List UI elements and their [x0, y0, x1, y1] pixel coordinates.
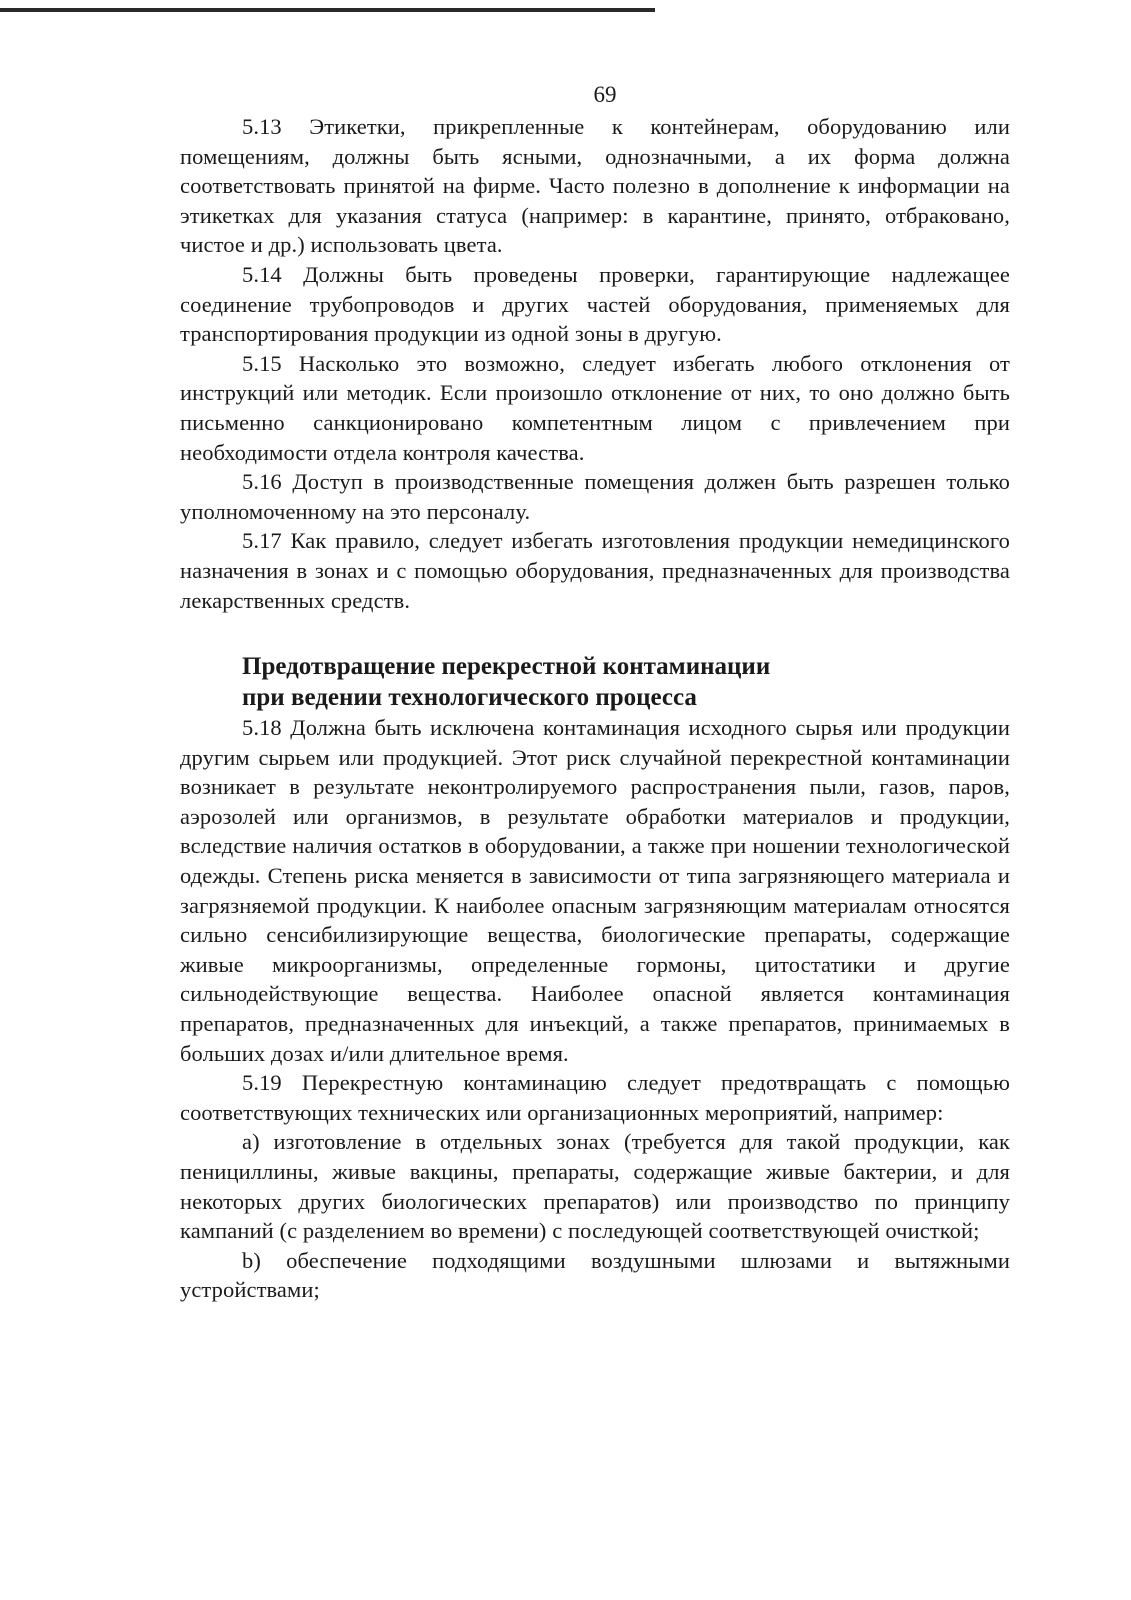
list-item-a: a) изготовление в отдельных зонах (требуется для такой продукции, как пенициллины, живые вакцины, препараты, содержащие живые бактерии, и для некоторых других биологических препаратов) или производство по принципу кампаний (с разделением во времени) с последующей соответствующей очисткой;: [180, 1129, 1010, 1244]
top-edge-rule: [0, 8, 655, 12]
paragraph-5-14: 5.14 Должны быть проведены проверки, гарантирующие надлежащее соединение трубопроводов и других частей оборудования, применяемых для транспортирования продукции из одной зоны в другую.: [180, 261, 1010, 347]
document-page: [180, 80, 1010, 1305]
section-title-line-1: Предотвращение перекрестной контаминации: [242, 653, 771, 681]
paragraph-5-13: 5.13 Этикетки, прикрепленные к контейнерам, оборудованию или помещениям, должны быть ясными, однозначными, а их форма должна соответствовать принятой на фирме. Часто полезно в дополнение к информации на этикетках для указания статуса (например: в карантине, принято, отбраковано, чистое и др.) использовать цвета.: [180, 114, 1010, 258]
list-item-b: b) обеспечение подходящими воздушными шлюзами и вытяжными устройствами;: [180, 1247, 1010, 1303]
paragraph-5-16: 5.16 Доступ в производственные помещения должен быть разрешен только уполномоченному на это персоналу.: [180, 469, 1010, 524]
section-title: [242, 651, 1010, 713]
section-title-line-2: при ведении технологического процесса: [242, 684, 697, 712]
paragraph-5-15: 5.15 Насколько это возможно, следует избегать любого отклонения от инструкций или методик. Если произошло отклонение от них, то оно должно быть письменно санкционировано компетентным лицом с привлечением при необходимости отдела контроля качества.: [180, 350, 1010, 465]
paragraph-5-19: 5.19 Перекрестную контаминацию следует предотвращать с помощью соответствующих технических или организационных мероприятий, например:: [180, 1070, 1010, 1125]
paragraph-5-18: 5.18 Должна быть исключена контаминация исходного сырья или продукции другим сырьем или продукцией. Этот риск случайной перекрестной контаминации возникает в результате неконтролируемого распространения пыли, газов, паров, аэрозолей или организмов, в результате обработки материалов и продукции, вследствие наличия остатков в оборудовании, а также при ношении технологической одежды. Степень риска меняется в зависимости от типа загрязняющего материала и загрязняемой продукции. К наиболее опасным загрязняющим материалам относятся сильно сенсибилизирующие вещества, биологические препараты, содержащие живые микроорганизмы, определенные гормоны, цитостатики и другие сильнодействующие вещества. Наиболее опасной является контаминация препаратов, предназначенных для инъекций, а также препаратов, принимаемых в больших дозах и/или длительное время.: [180, 715, 1010, 1066]
paragraph-5-17: 5.17 Как правило, следует избегать изготовления продукции немедицинского назначения в зонах и с помощью оборудования, предназначенных для производства лекарственных средств.: [180, 528, 1010, 613]
page-number: 69: [593, 82, 617, 107]
